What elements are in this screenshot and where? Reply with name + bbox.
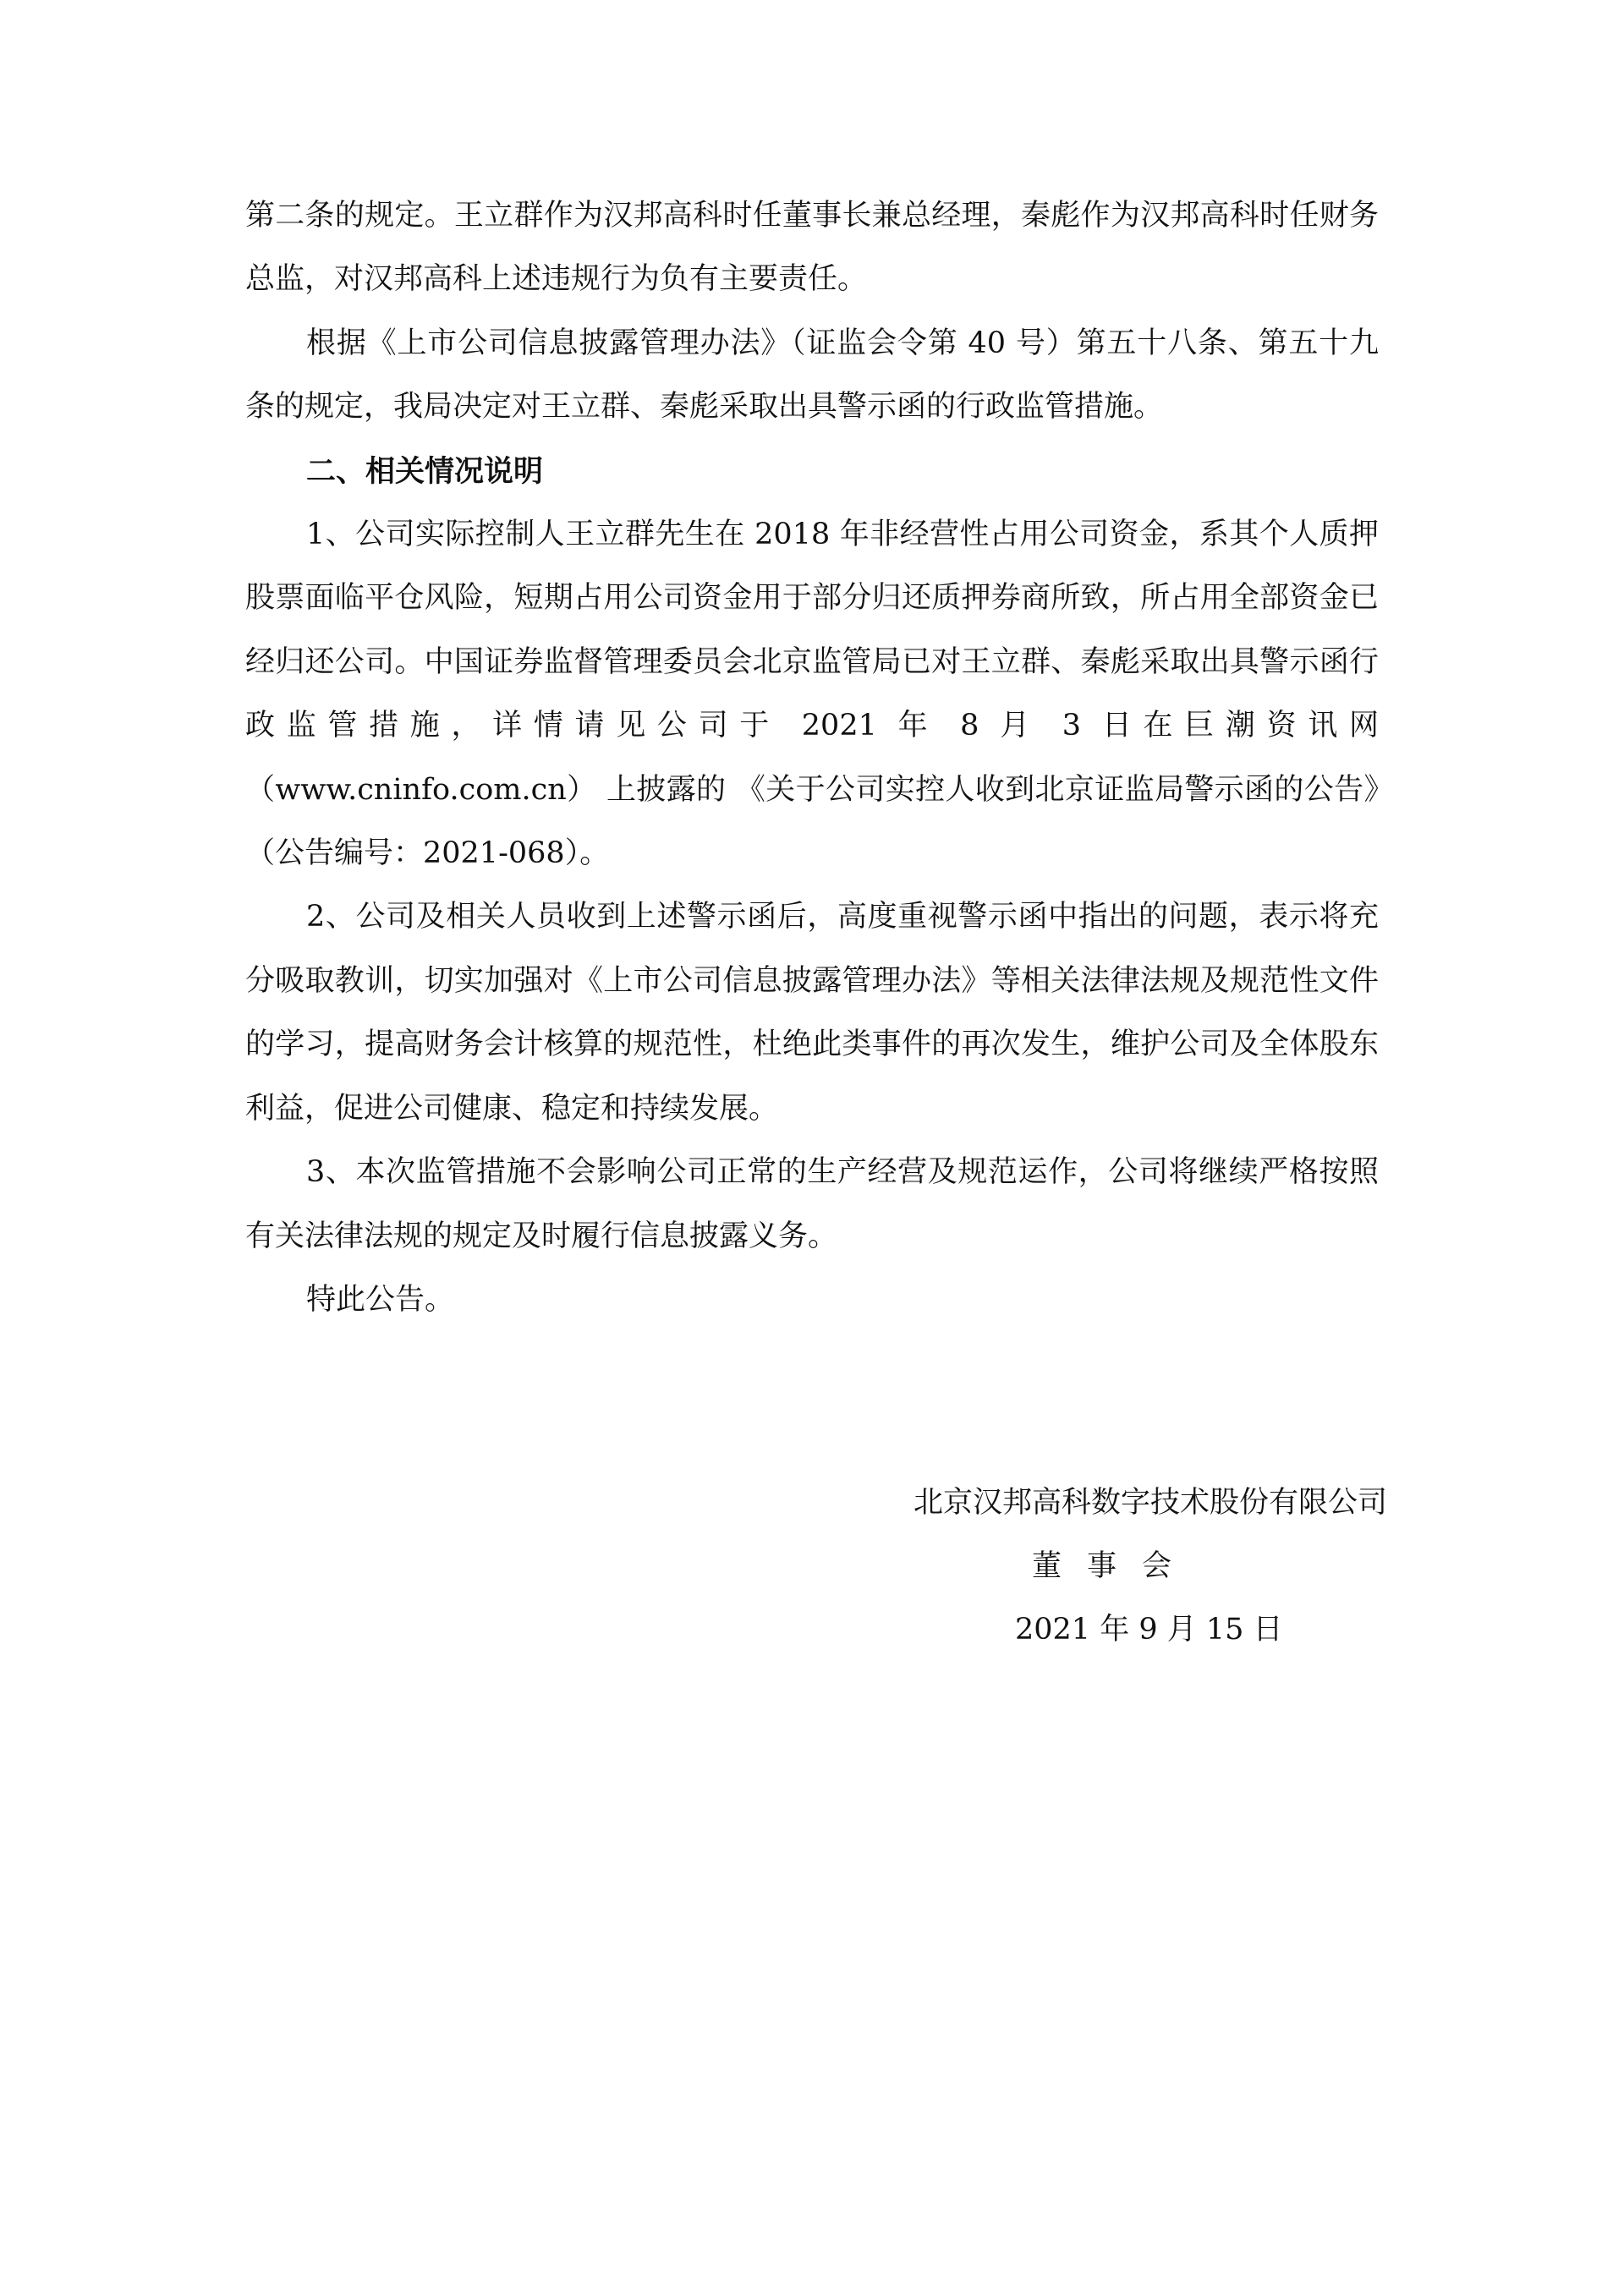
signature-board: 董事会 [1032,1549,1198,1583]
signature-block [846,1471,1387,1662]
section-heading-related-info: 二、相关情况说明 [306,453,544,489]
paragraph-regulatory-measure: 根据《上市公司信息披露管理办法》（证监会令第 40 号）第五十八条、第五十九条的规定，我局决定对王立群、秦彪采取出具警示函的行政监管措施。 [245,326,1379,425]
paragraph-responsibility: 第二条的规定。王立群作为汉邦高科时任董事长兼总经理，秦彪作为汉邦高科时任财务总监，对汉邦高科上述违规行为负有主要责任。 [245,199,1379,297]
paragraph-closing: 特此公告。 [306,1282,455,1317]
signature-date: 2021 年 9 月 15 日 [1015,1613,1283,1647]
document-body [245,184,1379,1332]
paragraph-item-3: 3、本次监管措施不会影响公司正常的生产经营及规范运作，公司将继续严格按照有关法律法规的规定及时履行信息披露义务。 [245,1155,1379,1253]
signature-company: 北京汉邦高科数字技术股份有限公司 [913,1486,1387,1520]
paragraph-item-1: 1、公司实际控制人王立群先生在 2018 年非经营性占用公司资金，系其个人质押股票面临平仓风险，短期占用公司资金用于部分归还质押券商所致，所占用全部资金已经归还公司。中国证券监督管理委员会北京监管局已对王立群、秦彪采取出具警示函行政监管措施，详情请见公司于 2021 年 8 月 3 日在巨潮资讯网（www.cninfo.com.cn） 上披露的 《关于公司实控人收到北京证监局警示函的公告》（公告编号：2021-068）。 [245,518,1379,871]
paragraph-item-2: 2、公司及相关人员收到上述警示函后，高度重视警示函中指出的问题，表示将充分吸取教训，切实加强对《上市公司信息披露管理办法》等相关法律法规及规范性文件的学习，提高财务会计核算的规范性，杜绝此类事件的再次发生，维护公司及全体股东利益，促进公司健康、稳定和持续发展。 [245,900,1379,1126]
